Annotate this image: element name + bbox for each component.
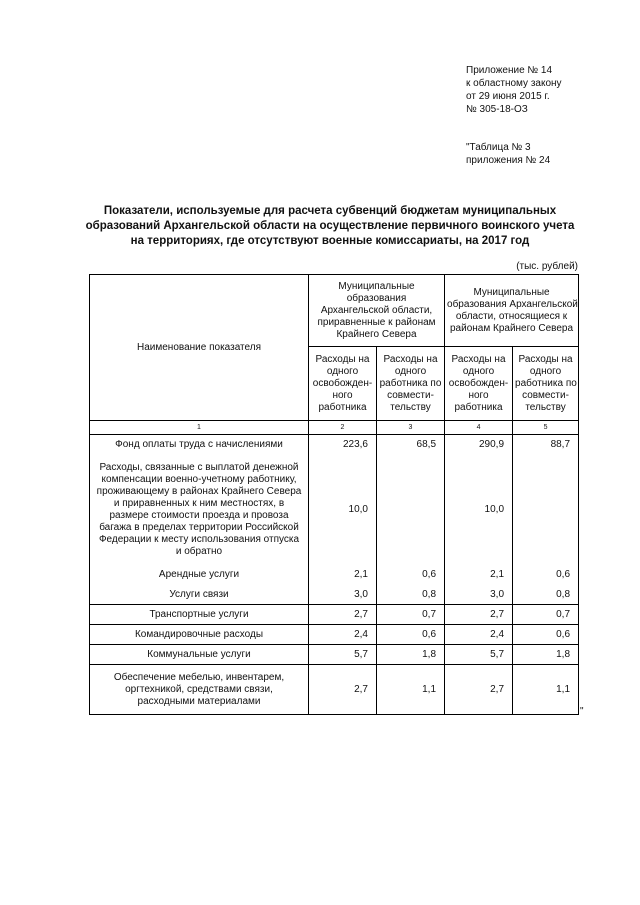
value-cell: 2,7 bbox=[445, 605, 513, 625]
header-line: совмести- bbox=[387, 389, 434, 401]
indicator-name-line: Обеспечение мебелью, инвентарем, bbox=[113, 671, 285, 683]
value-cell bbox=[513, 455, 579, 565]
indicator-name-line: багажа в пределах территории Российской bbox=[99, 521, 299, 533]
appendix-reference bbox=[466, 64, 562, 116]
header-line: одного bbox=[326, 365, 359, 377]
units-note: (тыс. рублей) bbox=[516, 261, 578, 272]
value-cell: 5,7 bbox=[309, 645, 377, 665]
document-title-line: Показатели, используемые для расчета субвенций бюджетам муниципальных bbox=[103, 205, 557, 217]
indicator-name-line: размере стоимости проезда и провоза bbox=[109, 509, 289, 521]
header-group-equated-north bbox=[309, 275, 445, 347]
indicators-table bbox=[89, 274, 579, 715]
value-cell: 10,0 bbox=[445, 455, 513, 565]
header-part-time-worker-2 bbox=[513, 347, 579, 421]
value-cell: 0,6 bbox=[377, 565, 445, 586]
value-cell: 1,8 bbox=[377, 645, 445, 665]
header-line: тельству bbox=[525, 401, 566, 413]
value-cell: 0,7 bbox=[513, 605, 579, 625]
value-cell: 1,1 bbox=[377, 665, 445, 715]
indicator-name-line: Услуги связи bbox=[169, 588, 229, 600]
column-index: 2 bbox=[309, 421, 377, 435]
header-line: Муниципальные bbox=[473, 286, 550, 298]
header-indicator-name: Наименование показателя bbox=[90, 275, 309, 421]
indicator-name bbox=[90, 665, 309, 715]
header-line: работника по bbox=[379, 377, 442, 389]
indicator-name-line: проживающему в районах Крайнего Севера bbox=[96, 485, 302, 497]
header-line: ного bbox=[332, 389, 353, 401]
table-row bbox=[90, 435, 579, 455]
value-cell: 1,8 bbox=[513, 645, 579, 665]
header-line: одного bbox=[462, 365, 495, 377]
header-line: приравненные к районам bbox=[317, 316, 436, 328]
value-cell: 2,7 bbox=[445, 665, 513, 715]
value-cell: 0,8 bbox=[513, 586, 579, 605]
value-cell: 0,6 bbox=[513, 565, 579, 586]
table-row bbox=[90, 665, 579, 715]
header-line: Расходы на bbox=[315, 353, 370, 365]
document-title-line: образований Архангельской области на осуществление первичного воинского учета bbox=[85, 220, 575, 232]
indicator-name-line: Командировочные расходы bbox=[134, 628, 264, 640]
header-line: Муниципальные bbox=[338, 280, 415, 292]
table-row bbox=[90, 565, 579, 586]
header-line: Расходы на bbox=[451, 353, 506, 365]
value-cell: 0,6 bbox=[377, 625, 445, 645]
indicator-name-line: оргтехникой, средствами связи, bbox=[125, 683, 273, 695]
value-cell: 2,4 bbox=[445, 625, 513, 645]
value-cell: 3,0 bbox=[309, 586, 377, 605]
value-cell: 5,7 bbox=[445, 645, 513, 665]
indicator-name bbox=[90, 586, 309, 605]
header-line: образования bbox=[346, 292, 407, 304]
table-row bbox=[90, 645, 579, 665]
header-line: Расходы на bbox=[383, 353, 438, 365]
header-group-far-north bbox=[445, 275, 579, 347]
indicator-name-line: и обратно bbox=[175, 545, 223, 557]
table-row bbox=[90, 586, 579, 605]
appendix-line: к областному закону bbox=[466, 78, 562, 89]
table-reference-line: "Таблица № 3 bbox=[466, 142, 531, 153]
column-index: 3 bbox=[377, 421, 445, 435]
header-line: Архангельской области, bbox=[320, 304, 433, 316]
value-cell: 2,1 bbox=[309, 565, 377, 586]
value-cell: 10,0 bbox=[309, 455, 377, 565]
value-cell: 223,6 bbox=[309, 435, 377, 455]
value-cell: 88,7 bbox=[513, 435, 579, 455]
header-part-time-worker-1 bbox=[377, 347, 445, 421]
header-line: освобожден- bbox=[448, 377, 509, 389]
appendix-line: № 305-18-ОЗ bbox=[466, 104, 528, 115]
indicator-name bbox=[90, 565, 309, 586]
value-cell: 2,1 bbox=[445, 565, 513, 586]
header-line: районам Крайнего Севера bbox=[449, 322, 574, 334]
header-line: работника по bbox=[515, 377, 577, 389]
value-cell: 3,0 bbox=[445, 586, 513, 605]
appendix-line: от 29 июня 2015 г. bbox=[466, 91, 550, 102]
table-reference bbox=[466, 141, 550, 167]
table-row bbox=[90, 455, 579, 565]
document-title-line: на территориях, где отсутствуют военные комиссариаты, на 2017 год bbox=[130, 235, 530, 247]
table-row bbox=[90, 605, 579, 625]
value-cell: 290,9 bbox=[445, 435, 513, 455]
value-cell: 2,7 bbox=[309, 605, 377, 625]
header-line: работника bbox=[454, 401, 503, 413]
value-cell: 68,5 bbox=[377, 435, 445, 455]
indicator-name-line: Федерации к месту использования отпуска bbox=[98, 533, 300, 545]
column-index: 5 bbox=[513, 421, 579, 435]
appendix-line: Приложение № 14 bbox=[466, 65, 553, 76]
document-title bbox=[80, 204, 580, 249]
table-row bbox=[90, 625, 579, 645]
closing-quote: " bbox=[580, 706, 584, 717]
indicator-name bbox=[90, 645, 309, 665]
indicator-name-line: и приравненных к ним местностях, в bbox=[113, 497, 285, 509]
indicator-name-line: компенсации военно-учетному работнику, bbox=[101, 473, 297, 485]
indicator-name bbox=[90, 435, 309, 455]
indicator-name bbox=[90, 625, 309, 645]
indicator-name-line: Арендные услуги bbox=[158, 569, 240, 580]
value-cell: 0,7 bbox=[377, 605, 445, 625]
header-released-worker-1 bbox=[309, 347, 377, 421]
header-line: освобожден- bbox=[312, 377, 373, 389]
indicator-name-line: Фонд оплаты труда с начислениями bbox=[115, 438, 283, 450]
value-cell: 1,1 bbox=[513, 665, 579, 715]
header-line: ного bbox=[468, 389, 489, 401]
header-line: совмести- bbox=[522, 389, 569, 401]
value-cell bbox=[377, 455, 445, 565]
value-cell: 0,6 bbox=[513, 625, 579, 645]
header-released-worker-2 bbox=[445, 347, 513, 421]
header-line: области, относящиеся к bbox=[455, 310, 568, 322]
value-cell: 0,8 bbox=[377, 586, 445, 605]
value-cell: 2,4 bbox=[309, 625, 377, 645]
column-index: 4 bbox=[445, 421, 513, 435]
header-line: Крайнего Севера bbox=[336, 328, 417, 340]
indicator-name bbox=[90, 605, 309, 625]
header-line: Расходы на bbox=[518, 353, 573, 365]
header-line: одного bbox=[529, 365, 562, 377]
value-cell: 2,7 bbox=[309, 665, 377, 715]
header-line: одного bbox=[394, 365, 427, 377]
column-index: 1 bbox=[90, 421, 309, 435]
header-line: образования Архангельской bbox=[447, 298, 578, 310]
header-line: работника bbox=[318, 401, 367, 413]
indicator-name bbox=[90, 455, 309, 565]
indicator-name-line: Коммунальные услуги bbox=[147, 648, 251, 660]
indicator-name-line: Расходы, связанные с выплатой денежной bbox=[99, 461, 299, 473]
table-reference-line: приложения № 24 bbox=[466, 155, 551, 166]
indicator-name-line: Транспортные услуги bbox=[149, 608, 249, 620]
indicator-name-line: расходными материалами bbox=[137, 695, 261, 707]
header-line: тельству bbox=[390, 401, 431, 413]
